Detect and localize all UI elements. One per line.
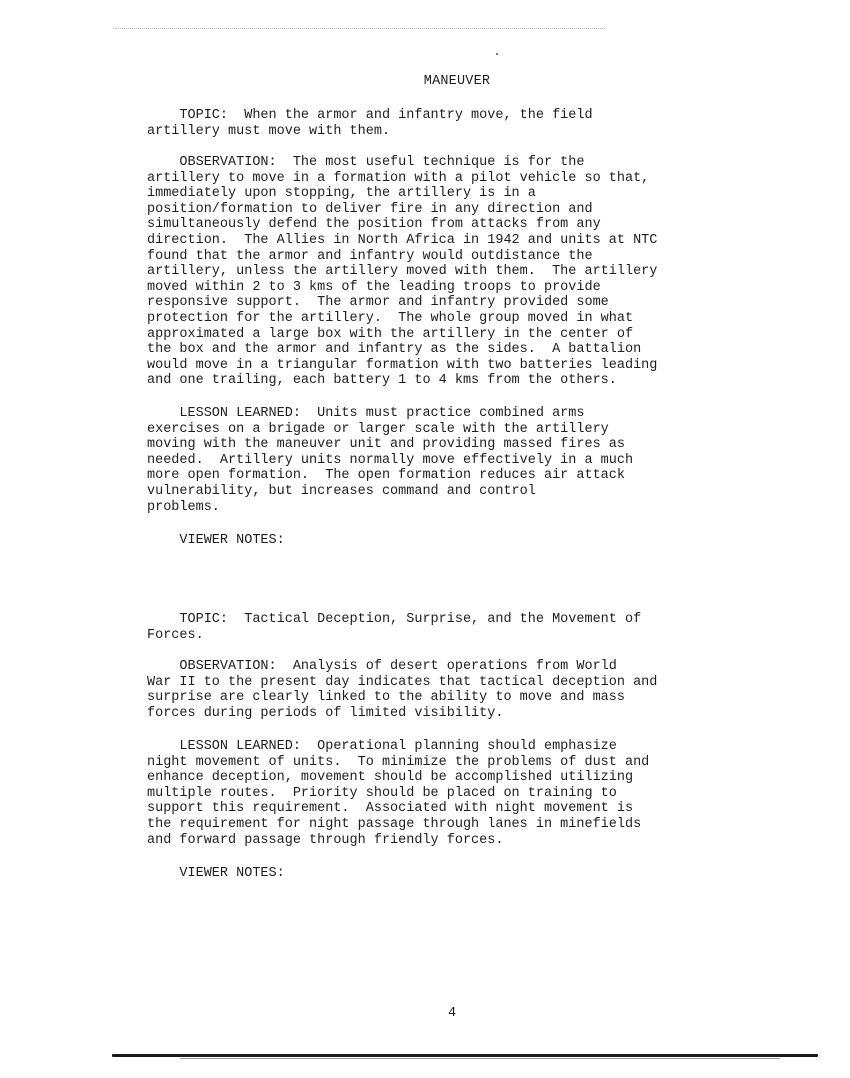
section-2-lesson-learned: LESSON LEARNED: Operational planning should emphasize night movement of units. To minimize the problems of dust and enhance deception, movement should be accomplished utilizing multiple routes. Priority should be placed on training to support this requirement. Associated with night movement is the requirement for night passage through lanes in minefields and forward passage through friendly forces. [147, 739, 650, 848]
section-1-topic: TOPIC: When the armor and infantry move, the field artillery must move with them. [147, 108, 593, 139]
section-1-observation: OBSERVATION: The most useful technique is for the artillery to move in a formation with a pilot vehicle so that, immediately upon stopping, the artillery is in a position/formation to deliver fire in any direction and simultaneously defend the position from attacks from any direction. The Allies in North Africa in 1942 and units at NTC found that the armor and infantry would outdistance the artillery, unless the artillery moved with them. The artillery moved within 2 to 3 kms of the leading troops to provide responsive support. The armor and infantry provided some protection for the artillery. The whole group moved in what approximated a large box with the artillery in the center of the box and the armor and infantry as the sides. A battalion would move in a triangular formation with two batteries leading and one trailing, each battery 1 to 4 kms from the others. [147, 155, 658, 389]
section-2-viewer-notes: VIEWER NOTES: [147, 866, 285, 881]
scan-speck [496, 53, 498, 55]
bottom-rule [112, 1054, 818, 1057]
bottom-rule-shadow [180, 1058, 780, 1059]
section-1-lesson-learned: LESSON LEARNED: Units must practice combined arms exercises on a brigade or larger scale with the artillery moving with the maneuver unit and providing massed fires as needed. Artillery units normally move effectively in a much more open formation. The open formation reduces air attack vulnerability, but increases command and control problems. [147, 406, 634, 515]
section-2-observation: OBSERVATION: Analysis of desert operations from World War II to the present day indicates that tactical deception and surprise are clearly linked to the ability to move and mass forces during periods of limited visibility. [147, 659, 658, 721]
section-1-viewer-notes: VIEWER NOTES: [147, 533, 285, 548]
section-2-topic: TOPIC: Tactical Deception, Surprise, and the Movement of Forces. [147, 612, 642, 643]
scan-noise-top [115, 28, 605, 32]
page-heading: MANEUVER [423, 74, 491, 89]
page-number: 4 [448, 1006, 457, 1021]
